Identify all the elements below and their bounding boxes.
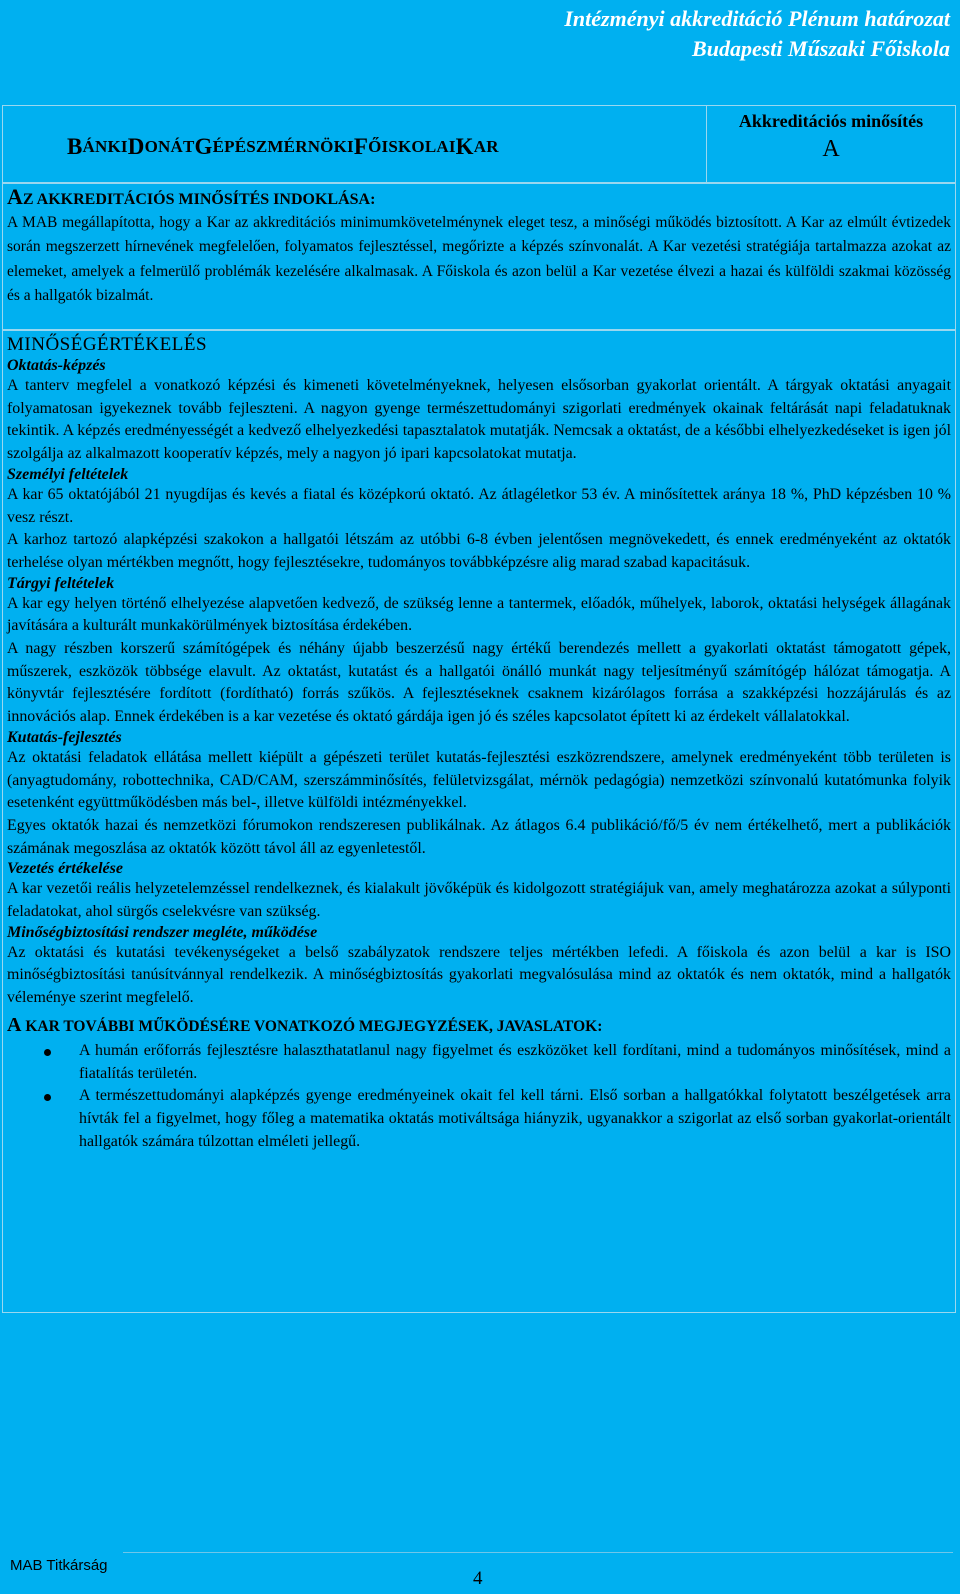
heading-rest: KAR TOVÁBBI MŰKÖDÉSÉRE VONATKOZÓ MEGJEGYZÉSEK, JAVASLATOK: (21, 1017, 603, 1035)
recommendations-heading (7, 1012, 951, 1040)
subsection-title: Tárgyi feltételek (7, 574, 115, 592)
rating-value: A (822, 136, 840, 162)
faculty-name-part: K (455, 134, 474, 159)
faculty-header-row (2, 105, 956, 183)
paragraph: A nagy részben korszerű számítógépek és néhány újabb beszerzésű nagy értékű berendezés mellett a gyakorlati oktatást támogatott gépek, műszerek, eszközök többsége elavult. Az oktatást, kutatást és a hallgatói önálló munkát nagy teljesítményű számítógép hálózat támogatja. A könyvtár fejlesztésére fordított (fordítható) forrás szűkös. A fejlesztéseknek csaknem kizárólagos forrása a szakképzési hozzájárulás és az innovációs alap. Ennek érdekében is a kar vezetése és oktató gárdája igen jó és széles kapcsolatot épített ki az érdekelt vállalatokkal. (7, 640, 951, 726)
paragraph: Egyes oktatók hazai és nemzetközi fórumokon rendszeresen publikálnak. Az átlagos 6.4 publikáció/fő/5 év nem értékelhető, mert a publikációk számának megoszlása az oktatók között távol áll az egyenletestől. (7, 816, 951, 857)
justification-section (2, 183, 956, 330)
faculty-name-part: AR (473, 137, 499, 156)
faculty-name-part: D (127, 134, 145, 159)
heading-initial: A (7, 184, 23, 209)
subsection-research (7, 729, 951, 861)
subsection-title: Oktatás-képzés (7, 357, 106, 374)
footer-divider (123, 1552, 953, 1553)
evaluation-section (2, 330, 956, 1313)
recommendations-list (7, 1040, 951, 1154)
rating-label: Akkreditációs minősítés (738, 111, 924, 131)
header-line-2: Budapesti Műszaki Főiskola (692, 36, 950, 61)
faculty-name-part: F (353, 134, 369, 159)
faculty-name-part: ÉPÉSZMÉRNÖKI (212, 137, 354, 156)
evaluation-heading: MINŐSÉGÉRTÉKELÉS (7, 334, 208, 355)
subsection-facilities (7, 575, 951, 729)
faculty-name-part: B (67, 134, 83, 159)
paragraph: A tanterv megfelel a vonatkozó képzési és kimeneti követelményeknek, helyesen elsősorban gyakorlat orientált. A tárgyak oktatási anyagait folyamatosan igyekeznek tovább fejleszteni. A nagyon gyenge természettudományi szigorlati eredmények okainak feltárását napi feladatuknak tekintik. A képzés eredményességét a kedvező elhelyezkedési tapasztalatok mutatják. Nemcsak a oktatást, de a későbbi elhelyezkedéseket is igen jól szolgálja az alkalmazott kooperatív képzés, mely a nagyon jó ipari kapcsolatokat mutatja. (7, 377, 951, 463)
faculty-name-part: ÁNKI (82, 137, 128, 156)
subsection-title: Személyi feltételek (7, 465, 129, 483)
footer-org: MAB Titkárság (10, 1557, 108, 1574)
heading-rest: Z AKKREDITÁCIÓS MINŐSÍTÉS INDOKLÁSA: (22, 191, 376, 208)
subsection-teaching (7, 357, 951, 466)
rating-cell (707, 106, 955, 182)
subsection-title: Kutatás-fejlesztés (7, 728, 122, 746)
subsection-management (7, 860, 951, 923)
paragraph: Az oktatási feladatok ellátása mellett kiépült a gépészeti terület kutatás-fejlesztési eszközrendszere, amelynek eredményeként több területen is (anyagtudomány, robottechnika, CAD/CAM, szerszámminősítés, felületvizsgálat, mérnök pedagógia) nemzetközi színvonalú kutatómunka folyik esetenként együttműködésben más bel-, illetve külföldi intézményekkel. (7, 748, 951, 812)
paragraph: A karhoz tartozó alapképzési szakokon a hallgatói létszám az utóbbi 6-8 évben jelentősen megnövekedett, és ennek eredményeként az oktatók terhelése olyan mértékben megnőtt, hogy fejlesztésekre, tudományos továbbképzésre alig marad szabad kapacitásuk. (7, 531, 951, 571)
heading-initial: A (7, 1013, 22, 1036)
document-header (564, 4, 950, 64)
subsection-title: Vezetés értékelése (7, 860, 123, 878)
paragraph: Az oktatási és kutatási tevékenységeket a belső szabályzatok rendszere teljes mértékben lefedi. A főiskola és azon belül a kar is ISO minőségbiztosítási tanúsítvánnyal rendelkezik. A minőségbiztosítás gyakorlati megvalósulása mind az oktatók és nem oktatók, mind a hallgatók véleménye szerint megfelelő. (7, 943, 951, 1007)
page-number: 4 (473, 1568, 483, 1589)
subsection-title: Minőségbiztosítási rendszer megléte, működése (7, 923, 318, 941)
paragraph: A kar 65 oktatójából 21 nyugdíjas és kevés a fiatal és középkorú oktató. Az átlagéletkor 53 év. A minősítettek aránya 18 %, PhD képzésben 10 % vesz részt. (7, 485, 951, 526)
justification-text: A MAB megállapította, hogy a Kar az akkreditációs minimumkövetelménynek eleget tesz, a minőségi működés biztosított. A Kar az elmúlt évtizedek során megszerzett hírnevének megfelelően, folyamatos fejlesztéssel, megőrizte a képzés színvonalát. A Kar vezetési stratégiája tartalmazza azokat az elemeket, amelyek a felmerülő problémák kezelésére alkalmasak. A Főiskola és azon belül a Kar vezetése élvezi a hazai és külföldi szakmai közösség és a hallgatók bizalmát. (7, 214, 951, 304)
list-item: A természettudományi alapképzés gyenge eredményeinek okait fel kell tárni. Első sorban a hallgatókkal folytatott beszélgetések arra hívták fel a figyelmet, hogy főleg a matematika oktatás motiváltsága hiányzik, ugyanakkor a szigorlat az első sorban gyakorlat-orientált hallgatók számára túlzottan elméleti jellegű. (79, 1085, 951, 1153)
paragraph: A kar egy helyen történő elhelyezése alapvetően kedvező, de szükség lenne a tantermek, előadók, műhelyek, laborok, oktatási helységek állagának javítására a kulturált munkakörülmények biztosítása érdekében. (7, 594, 951, 635)
header-line-1: Intézményi akkreditáció Plénum határozat (564, 6, 950, 31)
justification-heading (7, 186, 951, 211)
faculty-name-part: ŐISKOLAI (368, 137, 456, 156)
faculty-name (3, 106, 707, 182)
list-item: A humán erőforrás fejlesztésre halaszthatatlanul nagy figyelmet és eszközöket kell fordítani, mind a tudományos minősítések, mind a fiatalítás területén. (79, 1040, 951, 1085)
subsection-staff (7, 466, 951, 575)
subsection-quality-assurance (7, 924, 951, 1010)
faculty-name-part: G (194, 134, 213, 159)
faculty-name-part: ONÁT (144, 137, 195, 156)
paragraph: A kar vezetői reális helyzetelemzéssel rendelkeznek, és kialakult jövőképük és kidolgozott stratégiájuk van, amely meghatározza azokat a súlyponti feladatokat, ahol sürgős cselekvésre van szükség. (7, 880, 951, 921)
